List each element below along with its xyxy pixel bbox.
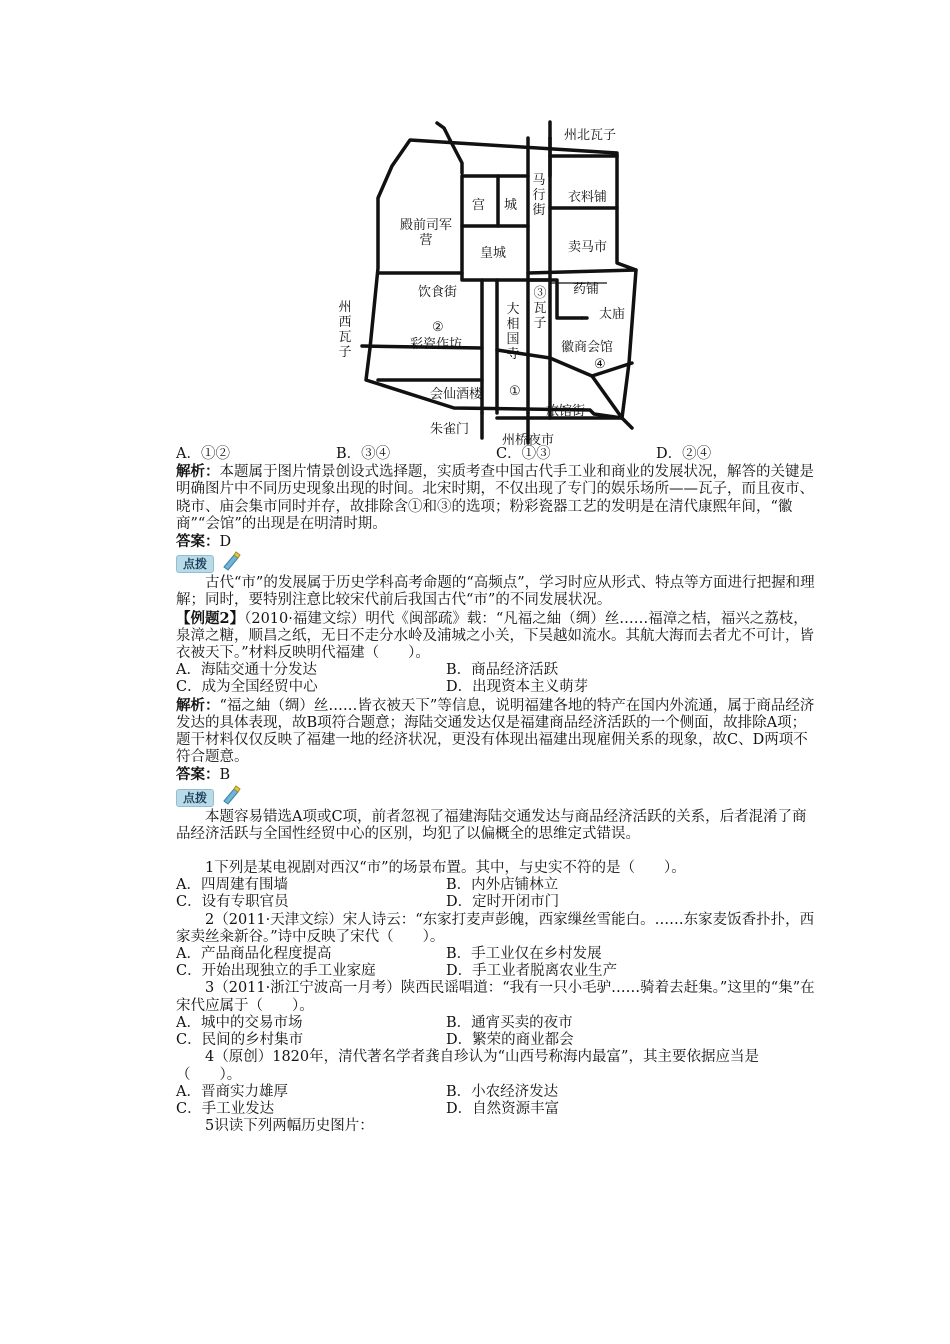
example-2 bbox=[176, 610, 816, 663]
question-5: 5识读下列两幅历史图片： bbox=[205, 1118, 374, 1135]
tip-badge-2 bbox=[176, 789, 214, 809]
label-wazi-3: ③瓦子 bbox=[533, 286, 547, 331]
label-zhouqiao-yeshi: 州桥夜市 bbox=[502, 433, 555, 448]
exercise-4-option-b: B．小农经济发达 bbox=[446, 1083, 559, 1100]
pen-icon bbox=[220, 549, 242, 571]
label-cheng: 城 bbox=[504, 198, 518, 213]
example-2-options-row1 bbox=[176, 662, 816, 679]
analysis-1-text: 本题属于图片情景创设式选择题，实质考查中国古代手工业和商业的发展状况，解答的关键是明确图片中不同历史现象出现的时间。北宋时期，不仅出现了专门的娱乐场所——瓦子，而且夜市、晓市、庙会集市同时并存，故排除含①和③的选项；粉彩瓷器工艺的发明是在清代康熙年间，“徽商”“会馆”的出现是在明清时期。 bbox=[176, 464, 814, 532]
exercise-3-option-a: A．城中的交易市场 bbox=[176, 1014, 303, 1031]
exercise-4-option-a: A．晋商实力雄厚 bbox=[176, 1083, 288, 1100]
answer-1-label: 答案： bbox=[176, 533, 220, 551]
label-taimiao: 太庙 bbox=[599, 307, 626, 322]
example-2-head: 【例题2】 bbox=[176, 609, 245, 627]
label-dianqiansi-junying: 殿前司军营 bbox=[399, 218, 452, 248]
analysis-2 bbox=[176, 697, 816, 767]
label-zhouxi-wazi: 州西瓦子 bbox=[338, 300, 352, 360]
tip-1: 古代“市”的发展属于历史学科高考命题的“高频点”，学习时应从形式、特点等方面进行把握和理解；同时，要特别注意比较宋代前后我国古代“市”的不同发展状况。 bbox=[176, 575, 815, 609]
exercise-1-options-row2 bbox=[176, 894, 816, 911]
label-daxiangguo-si: 大相国寺 bbox=[506, 302, 520, 362]
tip-badge-label: 点拨 bbox=[176, 555, 214, 573]
answer-2-label: 答案： bbox=[176, 766, 220, 784]
exercise-3-options-row2 bbox=[176, 1032, 816, 1049]
exercise-1-option-a: A．四周建有围墙 bbox=[176, 877, 288, 894]
exercise-2-option-d: D．手工业者脱离农业生产 bbox=[446, 963, 618, 980]
label-gong: 宫 bbox=[472, 198, 486, 213]
analysis-2-text: “福之紬（绸）丝……皆衣被天下”等信息，说明福建各地的特产在国内外流通，属于商品经济发达的具体表现，故B项符合题意；海陆交通发达仅是福建商品经济活跃的一个侧面，故排除A项；题干材料仅仅反映了福建一地的经济状况，更没有体现出福建出现雇佣关系的现象，故C、D两项不符合题意。 bbox=[176, 697, 815, 766]
answer-2 bbox=[176, 766, 816, 784]
exercise-4-options-row2 bbox=[176, 1101, 816, 1118]
analysis-1 bbox=[176, 463, 816, 533]
analysis-2-label: 解析： bbox=[176, 696, 220, 714]
tip-2: 本题容易错选A项或C项，前者忽视了福建海陆交通发达与商品经济活跃的关系，后者混淆了商品经济活跃与全国性经贸中心的区别，均犯了以偏概全的思维定式错误。 bbox=[176, 808, 807, 842]
label-huixian-jiulou: 会仙酒楼 bbox=[430, 387, 483, 402]
label-yao-pu: 药铺 bbox=[573, 282, 600, 297]
tip-badge-1 bbox=[176, 555, 214, 575]
example-2-options-row2 bbox=[176, 679, 816, 696]
label-huishang-huiguan: 徽商会馆 bbox=[561, 340, 614, 355]
answer-1 bbox=[176, 533, 816, 551]
exercise-2-option-b: B．手工业仅在乡村发展 bbox=[446, 946, 602, 963]
q1-options bbox=[176, 446, 816, 463]
exercise-1-stem: 1下列是某电视剧对西汉“市”的场景布置。其中，与史实不符的是（ ）。 bbox=[205, 860, 686, 877]
label-zhuque-men: 朱雀门 bbox=[430, 422, 470, 437]
example-2-text: （2010·福建文综）明代《闽部疏》载：“凡福之紬（绸）丝……福漳之桔，福兴之荔枝，泉漳之糖，顺昌之纸，无日不走分水岭及浦城之小关，下吴越如流水。其航大海而去者尤不可计，皆衣被天下。”材料反映明代福建（ ）。 bbox=[176, 610, 814, 662]
exercise-1-option-b: B．内外店铺林立 bbox=[446, 877, 559, 894]
label-yiliao-pu: 衣料铺 bbox=[568, 190, 608, 205]
exercise-2-stem: 2（2011·天津文综）宋人诗云：“东家打麦声彭魄，西家缫丝雪能白。……东家麦饭香扑扑，西家卖丝籴新谷。”诗中反映了宋代（ ）。 bbox=[176, 911, 815, 945]
kaifeng-city-map bbox=[332, 118, 662, 458]
document-body bbox=[176, 446, 816, 1135]
exercise-4-option-c: C．手工业发达 bbox=[176, 1100, 275, 1117]
label-circle-2: ② bbox=[432, 320, 444, 335]
answer-1-value: D bbox=[219, 534, 232, 551]
exercise-2-option-c: C．开始出现独立的手工业家庭 bbox=[176, 963, 376, 980]
exercise-2-options-row2 bbox=[176, 963, 816, 980]
map-lines bbox=[332, 118, 662, 458]
label-lvguan-jie: 旅馆街 bbox=[546, 404, 586, 419]
label-huangcheng: 皇城 bbox=[480, 246, 507, 261]
label-maxing-jie: 马行街 bbox=[532, 173, 546, 218]
exercise-3-option-c: C．民间的乡村集市 bbox=[176, 1032, 304, 1049]
label-maima-shi: 卖马市 bbox=[568, 240, 608, 255]
exercise-2-options-row1 bbox=[176, 946, 816, 963]
answer-2-value: B bbox=[219, 767, 231, 784]
label-circle-4: ④ bbox=[594, 357, 606, 372]
exercise-3-stem: 3（2011·浙江宁波高一月考）陕西民谣唱道：“我有一只小毛驴……骑着去赶集。”这里的“集”在宋代应属于（ ）。 bbox=[176, 980, 815, 1014]
q1-option-c: C．①③ bbox=[496, 446, 551, 462]
label-zhoubei-wazi: 州北瓦子 bbox=[564, 128, 617, 143]
pen-icon bbox=[220, 783, 242, 805]
example-2-option-d: D．出现资本主义萌芽 bbox=[446, 679, 589, 696]
exercise-4-option-d: D．自然资源丰富 bbox=[446, 1100, 560, 1117]
example-2-option-c: C．成为全国经贸中心 bbox=[176, 679, 318, 696]
label-caici-zuofang: 彩瓷作坊 bbox=[410, 337, 463, 352]
label-circle-1: ① bbox=[509, 384, 521, 399]
tip-badge-label-2: 点拨 bbox=[176, 789, 214, 807]
exercise-1-option-c: C．设有专职官员 bbox=[176, 894, 289, 911]
example-2-option-b: B．商品经济活跃 bbox=[446, 662, 559, 679]
exercise-3-option-d: D．繁荣的商业都会 bbox=[446, 1032, 574, 1049]
exercise-4-options-row1 bbox=[176, 1084, 816, 1101]
exercise-2-option-a: A．产品商品化程度提高 bbox=[176, 946, 332, 963]
exercise-3-option-b: B．通宵买卖的夜市 bbox=[446, 1014, 573, 1031]
example-2-option-a: A．海陆交通十分发达 bbox=[176, 662, 317, 679]
exercise-1-options-row1 bbox=[176, 877, 816, 894]
q1-option-b: B．③④ bbox=[336, 446, 391, 462]
exercise-3-options-row1 bbox=[176, 1015, 816, 1032]
exercise-4-stem: 4（原创）1820年，清代著名学者龚自珍认为“山西号称海内最富”，其主要依据应当是（ ）。 bbox=[176, 1049, 759, 1083]
analysis-1-label: 解析： bbox=[176, 463, 220, 481]
q1-option-d: D．②④ bbox=[656, 446, 712, 462]
label-yinshi-jie: 饮食街 bbox=[418, 285, 458, 300]
exercise-1-option-d: D．定时开闭市门 bbox=[446, 894, 560, 911]
q1-option-a: A．①② bbox=[176, 446, 230, 462]
